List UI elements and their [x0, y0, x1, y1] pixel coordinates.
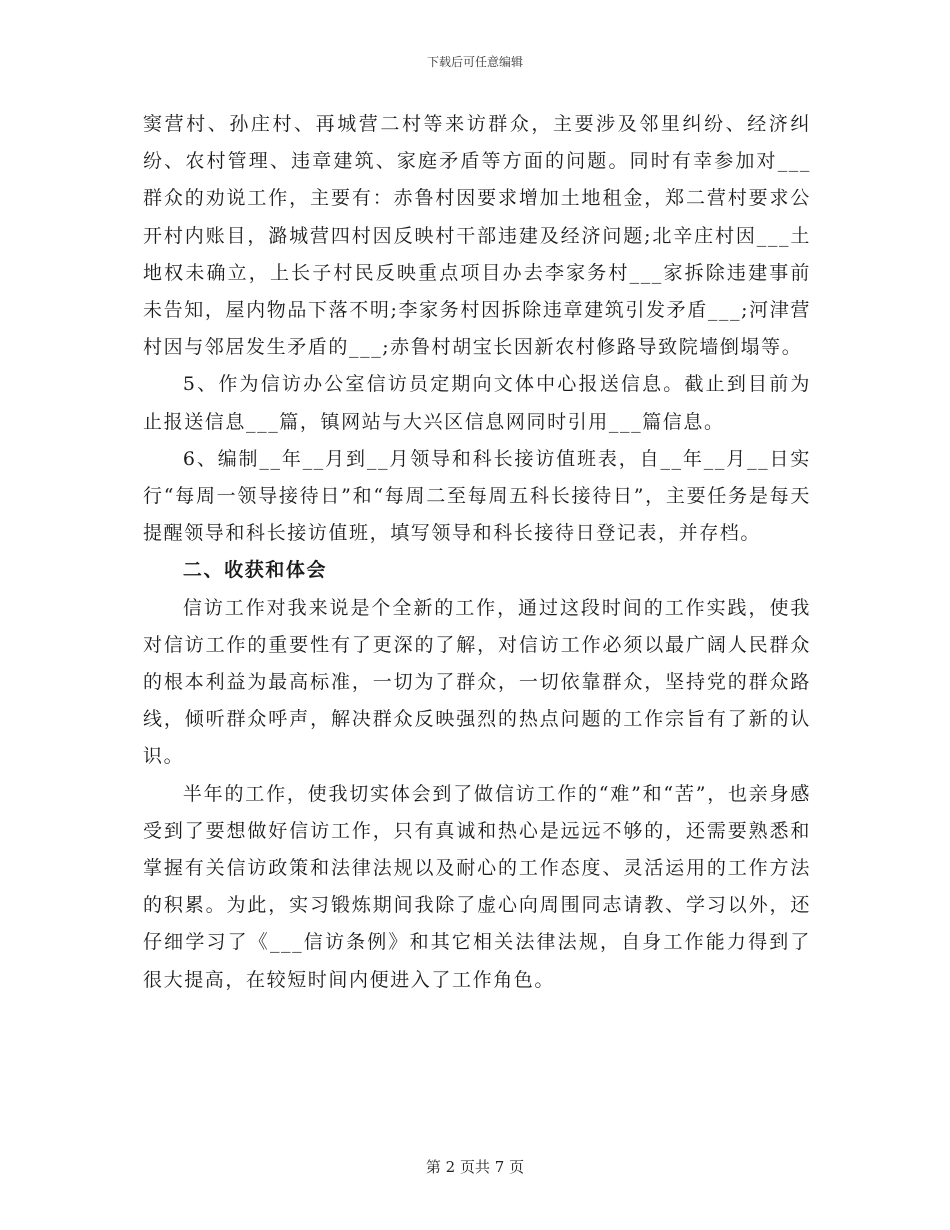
paragraph-item-5: 5、作为信访办公室信访员定期向文体中心报送信息。截止到目前为止报送信息___篇，镇网站与大兴区信息网同时引用___篇信息。 — [143, 373, 811, 433]
page-footer: 第 2 页共 7 页 — [425, 1158, 525, 1176]
paragraph-item-6: 6、编制__年__月到__月领导和科长接访值班表，自__年__月__日实行“每周一领导接待日”和“每周二至每周五科长接待日”，主要任务是每天提醒领导和科长接访值班，填写领导和科长接待日登记表，并存档。 — [143, 447, 811, 545]
page-header: 下载后可任意编辑 — [426, 55, 523, 69]
paragraph-reflection-2: 半年的工作，使我切实体会到了做信访工作的“难”和“苦”，也亲身感受到了要想做好信访工作，只有真诚和热心是远远不够的，还需要熟悉和掌握有关信访政策和法律法规以及耐心的工作态度、灵活运用的工作方法的积累。为此，实习锻炼期间我除了虚心向周围同志请教、学习以外，还仔细学习了《___信访条例》和其它相关法律法规，自身工作能力得到了很大提高，在较短时间内便进入了工作角色。 — [143, 782, 811, 991]
section-heading: 二、收获和体会 — [182, 559, 328, 582]
paragraph-continued: 窦营村、孙庄村、再城营二村等来访群众，主要涉及邻里纠纷、经济纠纷、农村管理、违章建筑、家庭矛盾等方面的问题。同时有幸参加对___群众的劝说工作，主要有：赤鲁村因要求增加土地租金，郑二营村要求公开村内账目，潞城营四村因反映村干部违建及经济问题;北辛庄村因___土地权未确立，上长子村民反映重点项目办去李家务村___家拆除违建事前未告知，屋内物品下落不明;李家务村因拆除违章建筑引发矛盾___;河津营村因与邻居发生矛盾的___;赤鲁村胡宝长因新农村修路导致院墙倒塌等。 — [143, 113, 811, 359]
document-body — [143, 106, 811, 999]
paragraph-reflection-1: 信访工作对我来说是个全新的工作，通过这段时间的工作实践，使我对信访工作的重要性有了更深的了解，对信访工作必须以最广阔人民群众的根本利益为最高标准，一切为了群众，一切依靠群众，坚持党的群众路线，倾听群众呼声，解决群众反映强烈的热点问题的工作宗旨有了新的认识。 — [143, 596, 811, 768]
